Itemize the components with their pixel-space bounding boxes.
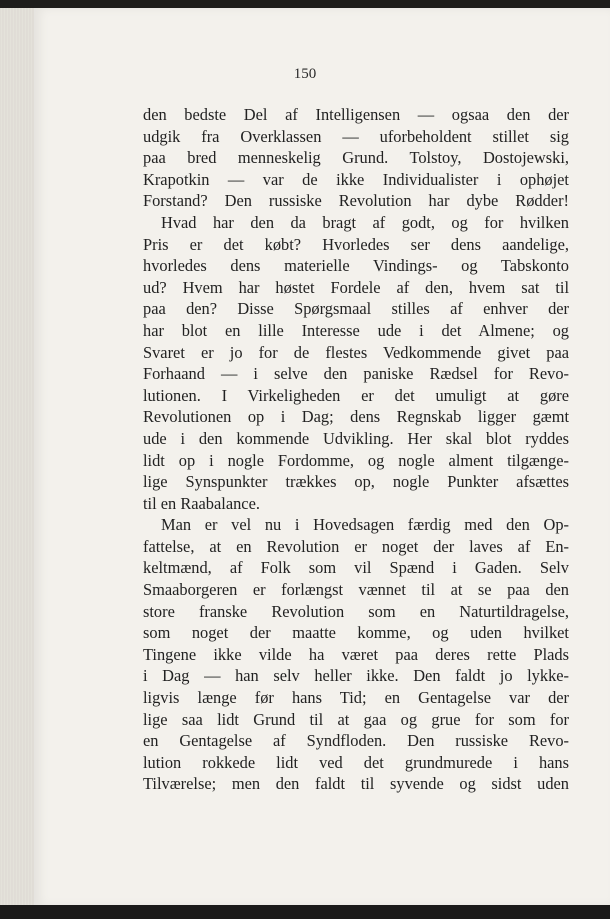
text-line: Svaret er jo for de flestes Vedkommende givet paa [143, 342, 569, 362]
text-line: hvorledes dens materielle Vindings- og Tabskonto [143, 256, 569, 276]
text-line: fattelse, at en Revolution er noget der laves af En- [143, 536, 569, 556]
text-line: lution rokkede lidt ved det grundmurede i hans [143, 752, 569, 772]
text-line: den bedste Del af Intelligensen — ogsaa den der [143, 105, 569, 124]
text-line: ligvis længe før hans Tid; en Gentagelse var der [143, 688, 569, 708]
text-line: i Dag — han selv heller ikke. Den faldt jo lykke- [143, 666, 569, 686]
text-line: Forhaand — i selve den paniske Rædsel for Revo- [143, 364, 569, 384]
text-line: Hvad har den da bragt af godt, og for hvilken [161, 212, 569, 232]
page-number: 150 [293, 66, 317, 82]
text-line: lige Synspunkter trækkes op, nogle Punkter afsættes [143, 472, 569, 492]
text-line: lige saa lidt Grund til at gaa og grue for som for [143, 709, 569, 729]
text-line: Tingene ikke vilde ha været paa deres rette Plads [143, 644, 569, 664]
text-line: Krapotkin — var de ikke Individualister i ophøjet [143, 169, 569, 189]
text-line: Man er vel nu i Hovedsagen færdig med den Op- [161, 515, 569, 535]
text-line: ude i den kommende Udvikling. Her skal blot ryddes [143, 428, 569, 448]
text-line: ud? Hvem har høstet Fordele af den, hvem sat til [143, 277, 569, 297]
text-line: paa den? Disse Spørgsmaal stilles af enhver der [143, 299, 569, 319]
text-line: har blot en lille Interesse ude i det Almene; og [143, 320, 569, 340]
text-line: keltmænd, af Folk som vil Spænd i Gaden. Selv [143, 558, 569, 578]
text-line: store franske Revolution som en Naturtildragelse, [143, 601, 569, 621]
text-line: som noget der maatte komme, og uden hvilket [143, 623, 569, 643]
text-line: Tilværelse; men den faldt til syvende og sidst uden [143, 774, 569, 794]
text-line: lidt op i nogle Fordomme, og nogle alment tilgænge- [143, 450, 569, 470]
text-line: en Gentagelse af Syndfloden. Den russiske Revo- [143, 731, 569, 751]
body-text [143, 104, 569, 795]
text-line: paa bred menneskelig Grund. Tolstoy, Dostojewski, [143, 148, 569, 168]
text-line: lutionen. I Virkeligheden er det umuligt at gøre [143, 385, 569, 405]
text-line: til en Raabalance. [143, 493, 260, 513]
text-line: Forstand? Den russiske Revolution har dybe Rødder! [143, 191, 569, 211]
text-line: udgik fra Overklassen — uforbeholdent stillet sig [143, 126, 569, 146]
scan-bottom-border [0, 905, 610, 919]
text-line: Revolutionen op i Dag; dens Regnskab ligger gæmt [143, 407, 569, 427]
book-page-edges [0, 8, 35, 908]
text-line: Pris er det købt? Hvorledes ser dens aandelige, [143, 234, 569, 254]
text-line: Smaaborgeren er forlængst vænnet til at se paa den [143, 580, 569, 600]
